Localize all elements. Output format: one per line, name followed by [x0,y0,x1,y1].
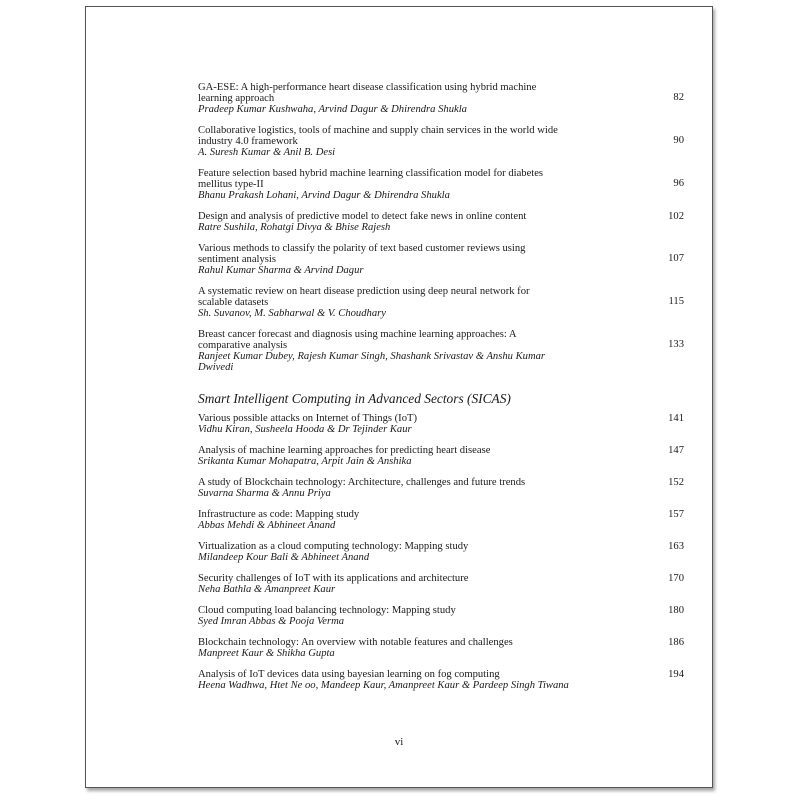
toc-entry [198,82,698,115]
entry-page-number: 102 [668,211,684,222]
entry-authors: Ranjeet Kumar Dubey, Rajesh Kumar Singh, Shashank Srivastav & Anshu Kumar Dwivedi [198,351,546,373]
entry-title: GA-ESE: A high-performance heart disease classification using hybrid machine learning approach [198,82,537,104]
entry-authors: Vidhu Kiran, Susheela Hooda & Dr Tejinder Kaur [198,424,412,435]
entry-authors: Ratre Sushila, Rohatgi Divya & Bhise Rajesh [198,222,391,233]
toc-entry [198,637,698,659]
entry-title: Collaborative logistics, tools of machine and supply chain services in the world wide industry 4.0 framework [198,125,558,147]
entry-page-number: 90 [673,135,684,146]
entry-authors: Sh. Suvanov, M. Sabharwal & V. Choudhary [198,308,386,319]
toc-entry [198,168,698,201]
entry-authors: Suvarna Sharma & Annu Priya [198,488,331,499]
entry-page-number: 157 [668,509,684,520]
entry-authors: Rahul Kumar Sharma & Arvind Dagur [198,265,364,276]
entry-page-number: 141 [668,413,684,424]
entry-page-number: 115 [668,296,684,307]
toc-entry [198,445,698,467]
entry-title: Various methods to classify the polarity of text based customer reviews using sentiment analysis [198,243,526,265]
entry-title: Infrastructure as code: Mapping study [198,509,360,520]
toc-entry [198,211,698,233]
toc-section-1 [198,82,698,373]
entry-title: Blockchain technology: An overview with notable features and challenges [198,637,513,648]
entry-page-number: 180 [668,605,684,616]
document-page [85,6,713,788]
toc-entry [198,669,698,691]
entry-title: Security challenges of IoT with its applications and architecture [198,573,469,584]
entry-title: Cloud computing load balancing technology: Mapping study [198,605,456,616]
toc-entry [198,329,698,373]
page-number-footer: vi [394,736,404,748]
section-heading: Smart Intelligent Computing in Advanced Sectors (SICAS) [198,391,511,406]
entry-title: Analysis of IoT devices data using bayesian learning on fog computing [198,669,500,680]
entry-authors: Neha Bathla & Amanpreet Kaur [198,584,336,595]
entry-authors: A. Suresh Kumar & Anil B. Desi [198,147,336,158]
entry-authors: Srikanta Kumar Mohapatra, Arpit Jain & Anshika [198,456,412,467]
toc-entry [198,477,698,499]
entry-authors: Abbas Mehdi & Abhineet Anand [198,520,336,531]
table-of-contents [198,82,698,701]
toc-entry [198,509,698,531]
entry-authors: Bhanu Prakash Lohani, Arvind Dagur & Dhirendra Shukla [198,190,450,201]
entry-page-number: 194 [668,669,684,680]
entry-authors: Syed Imran Abbas & Pooja Verma [198,616,345,627]
toc-entry [198,243,698,276]
entry-page-number: 186 [668,637,684,648]
toc-entry [198,605,698,627]
entry-page-number: 107 [668,253,684,264]
entry-title: Design and analysis of predictive model to detect fake news in online content [198,211,527,222]
entry-page-number: 82 [673,92,684,103]
entry-authors: Manpreet Kaur & Shikha Gupta [198,648,335,659]
entry-page-number: 147 [668,445,684,456]
toc-entry [198,573,698,595]
entry-title: Various possible attacks on Internet of Things (IoT) [198,413,417,424]
toc-entry [198,125,698,158]
entry-title: Analysis of machine learning approaches for predicting heart disease [198,445,491,456]
toc-section-2 [198,413,698,691]
entry-title: Feature selection based hybrid machine learning classification model for diabetes mellitus type-II [198,168,544,190]
entry-page-number: 170 [668,573,684,584]
toc-entry [198,541,698,563]
entry-page-number: 152 [668,477,684,488]
entry-page-number: 133 [668,339,684,350]
toc-entry [198,286,698,319]
entry-authors: Milandeep Kour Bali & Abhineet Anand [198,552,370,563]
entry-title: Breast cancer forecast and diagnosis using machine learning approaches: A comparative analysis [198,329,516,351]
entry-page-number: 96 [673,178,684,189]
entry-authors: Heena Wadhwa, Htet Ne oo, Mandeep Kaur, Amanpreet Kaur & Pardeep Singh Tiwana [198,680,569,691]
entry-authors: Pradeep Kumar Kushwaha, Arvind Dagur & Dhirendra Shukla [198,104,467,115]
entry-title: A study of Blockchain technology: Architecture, challenges and future trends [198,477,526,488]
entry-page-number: 163 [668,541,684,552]
entry-title: Virtualization as a cloud computing technology: Mapping study [198,541,469,552]
toc-entry [198,413,698,435]
entry-title: A systematic review on heart disease prediction using deep neural network for scalable datasets [198,286,530,308]
